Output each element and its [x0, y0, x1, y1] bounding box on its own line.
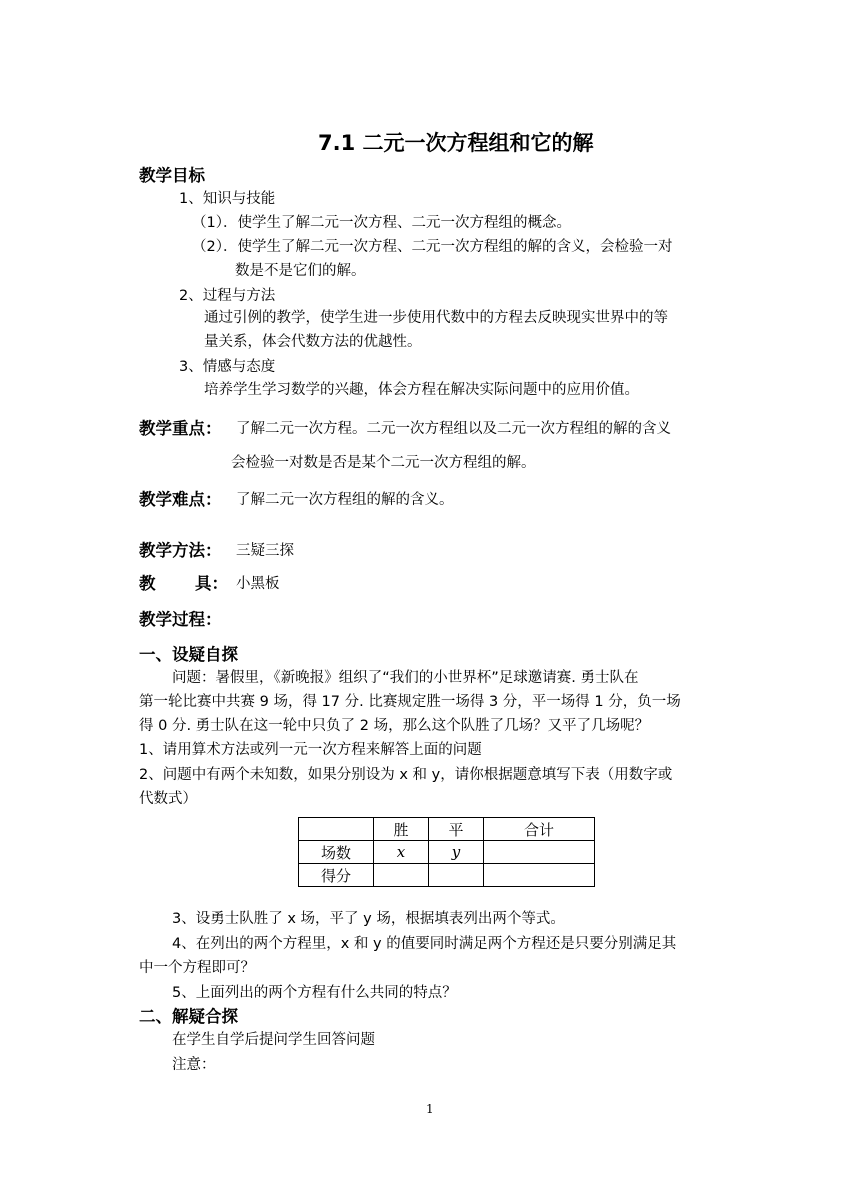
table-cell: x — [374, 841, 429, 864]
difficulty-label: 教学难点： — [139, 490, 222, 509]
problem-line-1: 问题：暑假里，《新晚报》组织了“我们的小世界杯”足球邀请赛. 勇士队在 — [172, 670, 639, 686]
table-cell — [484, 864, 595, 887]
method-label: 教学方法： — [139, 541, 222, 560]
section-2-line-2: 注意： — [172, 1057, 216, 1073]
table-cell: 得分 — [299, 864, 374, 887]
page-number: 1 — [426, 1102, 434, 1116]
question-4-line-2: 中一个方程即可？ — [139, 960, 255, 976]
section-2-heading: 二、解疑合探 — [139, 1007, 238, 1026]
score-table — [298, 817, 595, 887]
objective-2-line-1: 通过引例的教学，使学生进一步使用代数中的方程去反映现实世界中的等 — [204, 310, 668, 326]
question-3: 3、设勇士队胜了 x 场，平了 y 场，根据填表列出两个等式。 — [172, 911, 565, 927]
objectives-heading: 教学目标 — [139, 166, 205, 185]
objective-2-line-2: 量关系，体会代数方法的优越性。 — [204, 334, 422, 350]
table-cell — [429, 864, 484, 887]
tools-text: 小黑板 — [236, 576, 280, 592]
objective-1-item-1: （1）．使学生了解二元一次方程、二元一次方程组的概念。 — [192, 215, 571, 231]
table-row — [299, 864, 595, 887]
page-title: 7.1 二元一次方程组和它的解 — [318, 131, 594, 155]
question-2-line-1: 2、问题中有两个未知数，如果分别设为 x 和 y，请你根据题意填写下表（用数字或 — [139, 767, 673, 783]
table-header-cell: 胜 — [374, 818, 429, 841]
tools-label-1: 教 — [139, 574, 156, 593]
process-label: 教学过程： — [139, 610, 222, 629]
table-header-cell: 合计 — [484, 818, 595, 841]
objective-2-title: 2、过程与方法 — [179, 288, 276, 304]
key-points-line-1: 了解二元一次方程。二元一次方程组以及二元一次方程组的解的含义 — [236, 421, 671, 437]
difficulty-text: 了解二元一次方程组的解的含义。 — [236, 492, 454, 508]
problem-line-2: 第一轮比赛中共赛 9 场，得 17 分. 比赛规定胜一场得 3 分，平一场得 1 分，负一场 — [139, 694, 681, 710]
table-cell: y — [429, 841, 484, 864]
question-5: 5、上面列出的两个方程有什么共同的特点？ — [172, 985, 457, 1001]
objective-1-item-2b: 数是不是它们的解。 — [235, 263, 366, 279]
method-text: 三疑三探 — [236, 543, 294, 559]
table-row — [299, 818, 595, 841]
problem-line-3: 得 0 分. 勇士队在这一轮中只负了 2 场，那么这个队胜了几场？又平了几场呢？ — [139, 718, 650, 734]
table-cell — [374, 864, 429, 887]
table-header-cell: 平 — [429, 818, 484, 841]
objective-1-title: 1、知识与技能 — [179, 191, 276, 207]
section-1-heading: 一、设疑自探 — [139, 645, 238, 664]
objective-3-line-1: 培养学生学习数学的兴趣，体会方程在解决实际问题中的应用价值。 — [204, 382, 639, 398]
tools-label-2: 具： — [195, 574, 228, 593]
table-header-cell — [299, 818, 374, 841]
section-2-line-1: 在学生自学后提问学生回答问题 — [172, 1032, 375, 1048]
table-cell: 场数 — [299, 841, 374, 864]
table-cell — [484, 841, 595, 864]
objective-3-title: 3、情感与态度 — [179, 359, 276, 375]
question-2-line-2: 代数式） — [139, 791, 197, 807]
table-row — [299, 841, 595, 864]
key-points-label: 教学重点： — [139, 419, 222, 438]
question-1: 1、请用算术方法或列一元一次方程来解答上面的问题 — [139, 742, 482, 758]
objective-1-item-2a: （2）．使学生了解二元一次方程、二元一次方程组的解的含义，会检验一对 — [192, 239, 673, 255]
key-points-line-2: 会检验一对数是否是某个二元一次方程组的解。 — [231, 455, 536, 471]
question-4-line-1: 4、在列出的两个方程里，x 和 y 的值要同时满足两个方程还是只要分别满足其 — [172, 936, 677, 952]
